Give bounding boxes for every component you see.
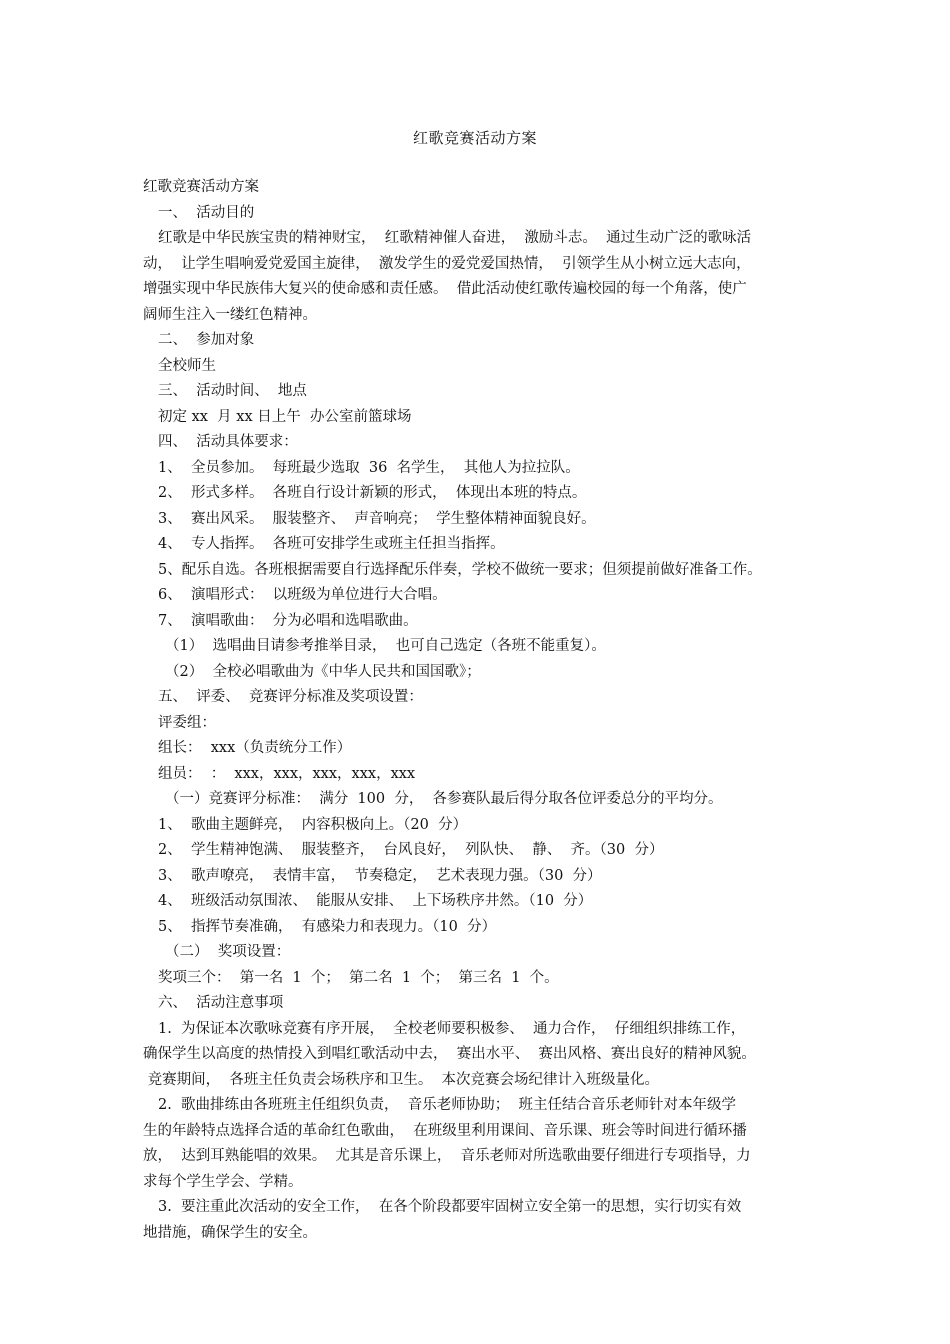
text-line: 组员： ： xxx，xxx，xxx，xxx，xxx (158, 765, 416, 782)
text-line: 2、 形式多样。 各班自行设计新颖的形式， 体现出本班的特点。 (158, 485, 587, 501)
text-line: 3. 要注重此次活动的安全工作， 在各个阶段都要牢固树立安全第一的思想，实行切实有效 (158, 1199, 742, 1215)
text-line: （1） 选唱曲目请参考推举目录， 也可自己选定（各班不能重复）。 (165, 638, 606, 654)
document-body (143, 175, 823, 1246)
text-line: 一、 活动目的 (158, 204, 255, 221)
text-line: （一）竞赛评分标准： 满分 100 分， 各参赛队最后得分取各位评委总分的平均分。 (165, 791, 723, 807)
text-line: 求每个学生学会、学精。 (143, 1173, 303, 1190)
text-line: 二、 参加对象 (158, 332, 255, 348)
text-line: 7、 演唱歌曲： 分为必唱和选唱歌曲。 (158, 612, 418, 629)
text-line: （二） 奖项设置： (165, 944, 291, 960)
text-line: 动， 让学生唱响爱党爱国主旋律， 激发学生的爱党爱国热情， 引领学生从小树立远大志向， (143, 255, 751, 272)
text-line: 6、 演唱形式： 以班级为单位进行大合唱。 (158, 587, 447, 603)
text-line: 确保学生以高度的热情投入到唱红歌活动中去， 赛出水平、 赛出风格、赛出良好的精神风貌。 (143, 1046, 756, 1062)
text-line: 红歌竞赛活动方案 (143, 179, 259, 195)
text-line: 2. 歌曲排练由各班班主任组织负责， 音乐老师协助； 班主任结合音乐老师针对本年级学 (158, 1097, 736, 1113)
text-line: 1. 为保证本次歌咏竞赛有序开展， 全校老师要积极参、 通力合作， 仔细组织排练工作， (158, 1020, 746, 1037)
text-line: 初定 xx 月 xx 日上午 办公室前篮球场 (158, 408, 412, 425)
text-line: 地措施，确保学生的安全。 (143, 1224, 317, 1241)
text-line: 四、 活动具体要求： (158, 434, 298, 450)
text-line: 全校师生 (158, 357, 216, 374)
text-line: 1、 全员参加。 每班最少选取 36 名学生， 其他人为拉拉队。 (158, 459, 580, 476)
text-line: 红歌是中华民族宝贵的精神财宝， 红歌精神催人奋进， 激励斗志。 通过生动广泛的歌咏活 (158, 230, 752, 246)
text-line: 1、 歌曲主题鲜亮， 内容积极向上。（20 分） (158, 816, 468, 833)
text-line: 组长： xxx（负责统分工作） (158, 740, 352, 756)
text-line: 三、 活动时间、 地点 (158, 383, 307, 399)
text-line: 六、 活动注意事项 (158, 995, 284, 1011)
text-line: 2、 学生精神饱满、 服装整齐， 台风良好， 列队快、 静、 齐。（30 分） (158, 842, 664, 858)
text-line: 阔师生注入一缕红色精神。 (143, 306, 317, 323)
text-line: 放， 达到耳熟能唱的效果。 尤其是音乐课上， 音乐老师对所选歌曲要仔细进行专项指导，力 (143, 1148, 751, 1164)
text-line: （2） 全校必唱歌曲为《中华人民共和国国歌》； (165, 663, 481, 680)
text-line: 生的年龄特点选择合适的革命红色歌曲， 在班级里利用课间、音乐课、班会等时间进行循环播 (143, 1122, 747, 1139)
text-line: 4、 班级活动氛围浓、 能服从安排、 上下场秩序井然。（10 分） (158, 893, 593, 909)
text-line: 4、 专人指挥。 各班可安排学生或班主任担当指挥。 (158, 536, 505, 552)
text-line: 增强实现中华民族伟大复兴的使命感和责任感。 借此活动使红歌传遍校园的每一个角落，使广 (143, 281, 747, 297)
text-line: 3、 歌声嘹亮， 表情丰富， 节奏稳定， 艺术表现力强。（30 分） (158, 867, 602, 884)
text-line: 5、配乐自选。各班根据需要自行选择配乐伴奏，学校不做统一要求；但须提前做好准备工作。 (158, 561, 762, 578)
text-line: 3、 赛出风采。 服装整齐、 声音响亮； 学生整体精神面貌良好。 (158, 510, 596, 527)
page-title: 红歌竞赛活动方案 (412, 129, 537, 147)
text-line: 评委组： (158, 714, 216, 731)
text-line: 五、 评委、 竞赛评分标准及奖项设置： (158, 689, 423, 705)
text-line: 5、 指挥节奏准确， 有感染力和表现力。（10 分） (158, 918, 497, 935)
text-line: 奖项三个： 第一名 1 个； 第二名 1 个； 第三名 1 个。 (158, 969, 559, 986)
text-line: 竞赛期间， 各班主任负责会场秩序和卫生。 本次竞赛会场纪律计入班级量化。 (143, 1071, 660, 1088)
